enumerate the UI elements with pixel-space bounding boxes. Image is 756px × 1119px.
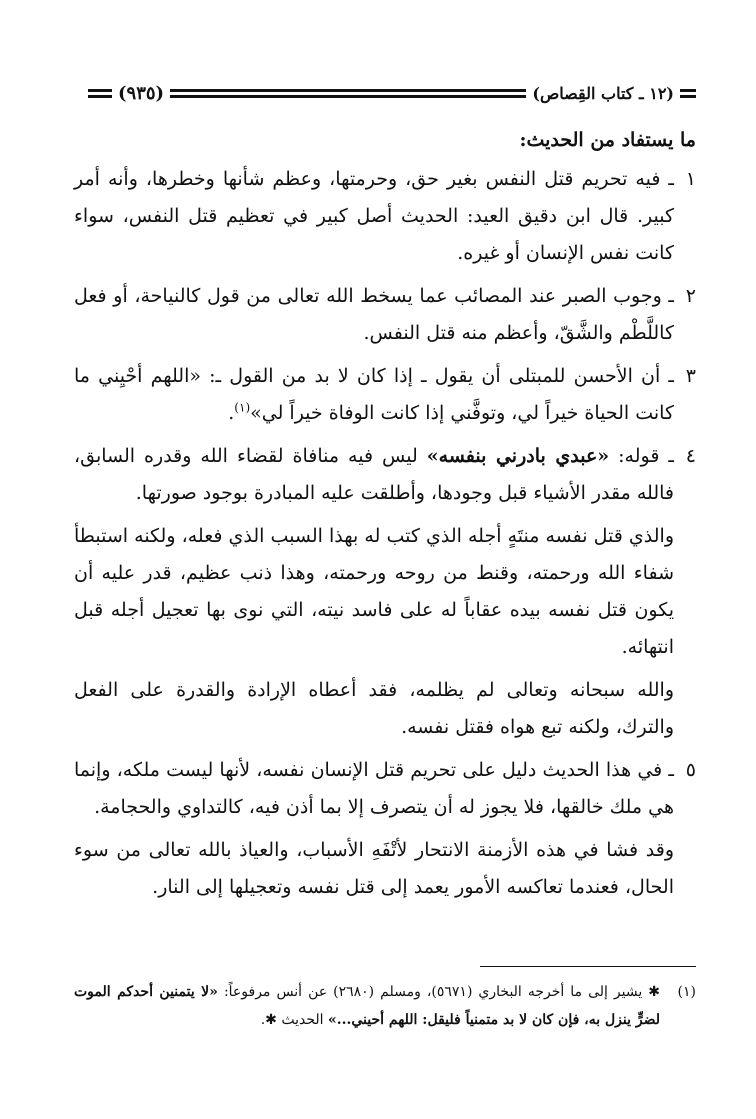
header-ornament-left bbox=[88, 89, 112, 98]
list-item bbox=[74, 161, 696, 272]
paragraph: والذي قتل نفسه منتَهٍ أجله الذي كتب له بهذا السبب الذي فعله، ولكنه استبطأ شفاء الله ورحمته، وقنط من روحه ورحمته، وهذا ذنب عظيم، قدر عليه أن يكون قتل نفسه بيده عقاباً له على فاسد نيته، التي نوى بها تعجيل أجله قبل انتهائه. bbox=[74, 525, 674, 658]
paragraph: والله سبحانه وتعالى لم يظلمه، فقد أعطاه الإرادة والقدرة على الفعل والترك، ولكنه تبع هواه فقتل نفسه. bbox=[74, 679, 674, 738]
footnote-text bbox=[74, 978, 660, 1034]
header-ornament-right bbox=[680, 89, 696, 98]
list-item bbox=[74, 438, 696, 512]
header-rule bbox=[170, 89, 526, 98]
item-text-pre: ـ قوله: bbox=[609, 445, 674, 467]
footnote bbox=[74, 978, 696, 1034]
list-item bbox=[74, 752, 696, 826]
item-number: ٣ bbox=[685, 365, 696, 387]
chapter-title: (١٢ ـ كتاب القِصاص) bbox=[532, 83, 674, 103]
item-text: ـ في هذا الحديث دليل على تحريم قتل الإنسان نفسه، لأنها ليست ملكه، وإنما هي ملك خالقها، فلا يجوز له أن يتصرف إلا بما أذن فيه، كالتداوي والحجامة. bbox=[74, 759, 674, 818]
paragraph: وقد فشا في هذه الأزمنة الانتحار لأتْفَهِ الأسباب، والعياذ بالله تعالى من سوء الحال، فعندما تعاكسه الأمور يعمد إلى قتل نفسه وتعجيلها إلى النار. bbox=[74, 839, 674, 898]
main-text bbox=[74, 122, 696, 912]
running-header bbox=[88, 78, 696, 108]
section-heading: ما يستفاد من الحديث: bbox=[519, 129, 696, 151]
page-number: (٩٣٥) bbox=[118, 82, 165, 104]
item-number: ٤ bbox=[685, 445, 696, 467]
item-text-post: ليس فيه منافاة لقضاء الله وقدره السابق، فالله مقدر الأشياء قبل وجودها، وأطلقت عليه المبادرة بوجود صورتها. bbox=[74, 445, 674, 504]
item-text bbox=[74, 438, 674, 512]
footnote-ref: (١) bbox=[234, 400, 251, 415]
item-text-body: ـ أن الأحسن للمبتلى أن يقول ـ إذا كان لا بد من القول ـ: «اللهم أحْيِني ما كانت الحياة خيراً لي، وتوفَّني إذا كانت الوفاة خيراً لي» bbox=[74, 365, 674, 424]
item-number: ٢ bbox=[685, 285, 696, 307]
list-item bbox=[74, 278, 696, 352]
item-number: ١ bbox=[685, 168, 696, 190]
footnote-number: (١) bbox=[677, 984, 696, 1000]
footnote-body: ✱ يشير إلى ما أخرجه البخاري (٥٦٧١)، ومسلم (٢٦٨٠) عن أنس مرفوعاً: bbox=[217, 984, 660, 1000]
hadith-quote: «عبدي بادرني بنفسه» bbox=[426, 445, 610, 467]
list-item bbox=[74, 358, 696, 432]
item-text: ـ وجوب الصبر عند المصائب عما يسخط الله تعالى من قول كالنياحة، أو فعل كاللَّطْم والشَّقّ، وأعظم منه قتل النفس. bbox=[74, 285, 674, 344]
footnote-separator bbox=[480, 966, 696, 967]
item-text-end: . bbox=[228, 402, 235, 424]
item-text bbox=[74, 358, 674, 432]
item-text: ـ فيه تحريم قتل النفس بغير حق، وحرمتها، وعظم شأنها وخطرها، وأنه أمر كبير. قال ابن دقيق العيد: الحديث أصل كبير في تعظيم قتل النفس، سواء كانت نفس الإنسان أو غيره. bbox=[74, 168, 674, 264]
footnote-quote: «لا يتمنين أحدكم الموت لضرٍّ ينزل به، فإن كان لا بد متمنياً فليقل: اللهم أحيني...» bbox=[74, 984, 660, 1028]
footnote-end: الحديث ✱. bbox=[260, 1012, 328, 1028]
item-number: ٥ bbox=[685, 759, 696, 781]
